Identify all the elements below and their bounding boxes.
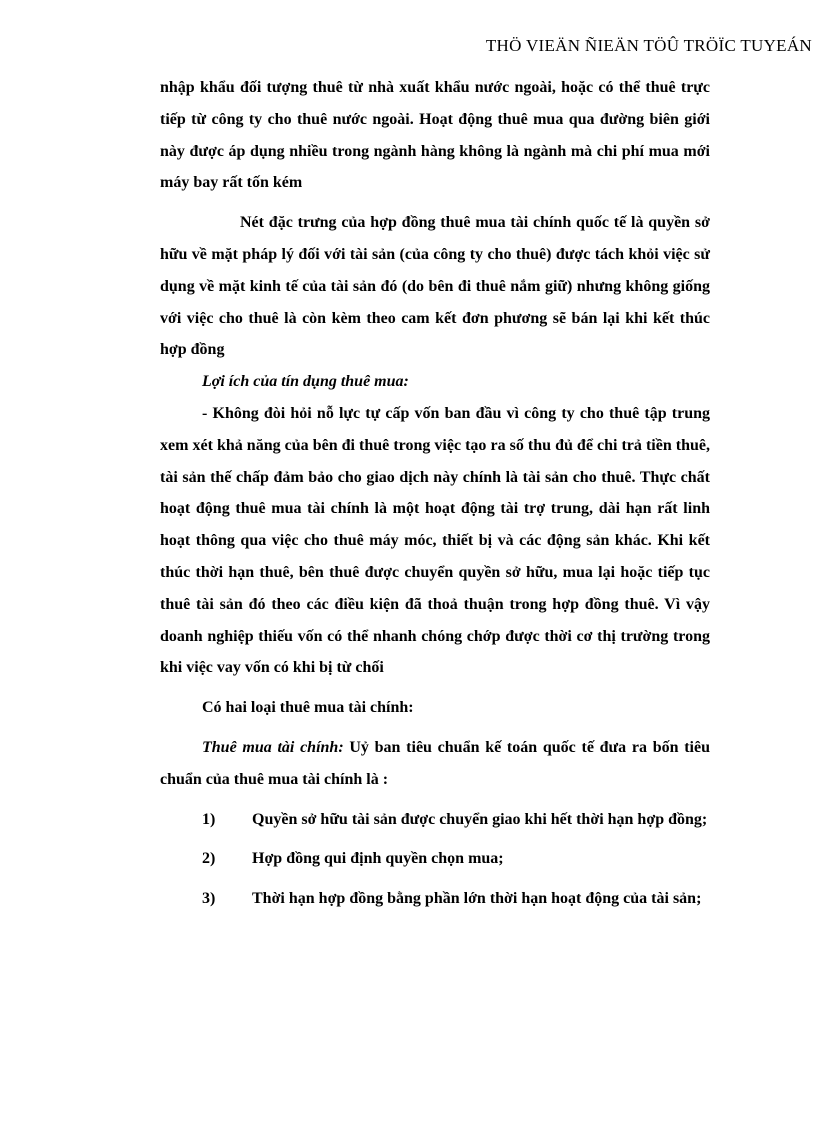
document-body [160, 72, 710, 915]
subheading-benefits: Lợi ích của tín dụng thuê mua: [202, 373, 409, 391]
paragraph-1: nhập khẩu đối tượng thuê từ nhà xuất khẩu nước ngoài, hoặc có thể thuê trực tiếp từ công ty cho thuê nước ngoài. Hoạt động thuê mua qua đường biên giới này được áp dụng nhiều trong ngành hàng không là ngành mà chi phí mua mới máy bay rất tốn kém [160, 79, 710, 192]
list-item-text: Quyền sở hữu tài sản được chuyển giao khi hết thời hạn hợp đồng; [252, 810, 708, 828]
paragraph-2: Nét đặc trưng của hợp đồng thuê mua tài chính quốc tế là quyền sở hữu về mặt pháp lý đối với tài sản (của công ty cho thuê) được tách khỏi việc sử dụng về mặt kinh tế của tài sản đó (do bên đi thuê nắm giữ) nhưng không giống với việc cho thuê là còn kèm theo cam kết đơn phương sẽ bán lại khi kết thúc hợp đồng [160, 214, 710, 359]
paragraph-finance-lease [160, 732, 710, 796]
finance-lease-text: Uỷ ban tiêu chuẩn kế toán quốc tế đưa ra bốn tiêu chuẩn của thuê mua tài chính là : [160, 738, 710, 788]
finance-lease-label: Thuê mua tài chính: [202, 738, 344, 756]
list-item [160, 883, 710, 915]
paragraph-benefits: - Không đòi hỏi nỗ lực tự cấp vốn ban đầu vì công ty cho thuê tập trung xem xét khả năng của bên đi thuê trong việc tạo ra số thu đủ để chi trả tiền thuê, tài sản thế chấp đảm bảo cho giao dịch này chính là tài sản cho thuê. Thực chất hoạt động thuê mua tài chính là một hoạt động tài trợ trung, dài hạn rất linh hoạt thông qua việc cho thuê máy móc, thiết bị và các động sản khác. Khi kết thúc thời hạn thuê, bên thuê được chuyển quyền sở hữu, mua lại hoặc tiếp tục thuê tài sản đó theo các điều kiện đã thoả thuận trong hợp đồng thuê. Vì vậy doanh nghiệp thiếu vốn có thể nhanh chóng chớp được thời cơ thị trường trong khi việc vay vốn có khi bị từ chối [160, 404, 710, 677]
list-item-number: 1) [202, 810, 216, 828]
list-item-text: Thời hạn hợp đồng bằng phần lớn thời hạn hoạt động của tài sản; [252, 890, 702, 908]
list-item-text: Hợp đồng qui định quyền chọn mua; [252, 850, 504, 868]
list-item [160, 843, 710, 875]
list-item [160, 804, 710, 836]
list-item-number: 2) [202, 850, 216, 868]
list-item-number: 3) [202, 890, 216, 908]
paragraph-two-types: Có hai loại thuê mua tài chính: [202, 699, 414, 717]
page-header: THÖ VIEÄN ÑIEÄN TÖÛ TRÖÏC TUYEÁN [485, 36, 812, 55]
